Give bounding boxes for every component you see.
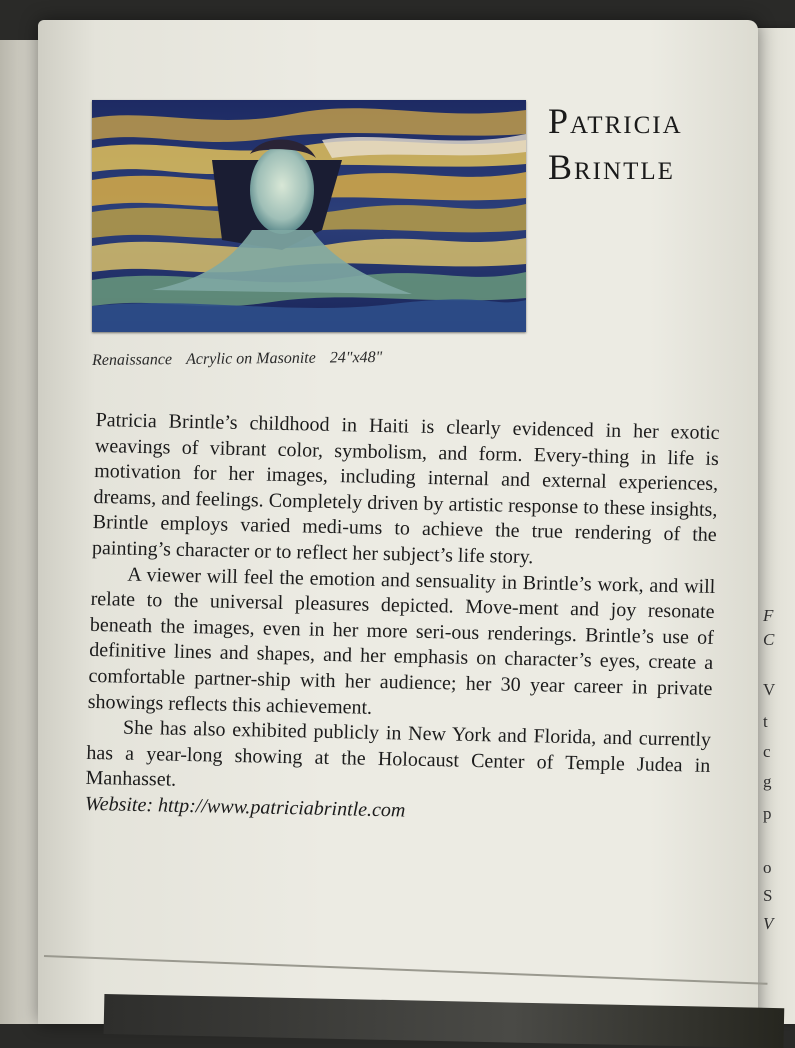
artwork-caption <box>92 349 382 370</box>
artist-first-name: Patricia <box>548 101 683 141</box>
artwork-title: Renaissance <box>92 351 173 369</box>
artist-name-heading <box>548 98 738 190</box>
next-image-strip <box>104 994 785 1048</box>
artwork-medium: Acrylic on Masonite <box>185 349 316 369</box>
artist-last-name: Brintle <box>548 147 675 187</box>
right-page-fragment: p <box>763 804 772 823</box>
website-link[interactable]: Website: http://www.patriciabrintle.com <box>84 792 406 822</box>
paragraph: A viewer will feel the emotion and sensuality in Brintle’s work, and will relate to the universal pleasures depicted. Move-ment and joy resonate beneath the images, even in her more seri-ous renderings. Brintle’s use of definitive lines and shapes, and her emphasis on character’s eyes, create a comfortable partner-ship with her audience; her 30 year career in private showings reflects this achievement. <box>87 563 716 719</box>
right-page-fragment: F <box>763 606 774 625</box>
right-page-fragment: V <box>763 914 774 933</box>
right-page-fragment: g <box>763 772 772 791</box>
page-divider-line <box>44 955 768 985</box>
article-body <box>85 408 720 830</box>
paragraph: She has also exhibited publicly in New York and Florida, and currently has a year-long showing at the Holocaust Center of Temple Judea in Manhasset. <box>85 716 712 792</box>
paragraph: Patricia Brintle’s childhood in Haiti is clearly evidenced in her exotic weavings of vibrant color, symbolism, and form. Every-thing in life is motivation for her images, including internal and external experiences, dreams, and feelings. Completely driven by artistic response to these insights, Brintle employs varied medi-ums to achieve the true rendering of the painting’s character or to reflect her subject’s life story. <box>91 408 720 569</box>
right-page-fragment: V <box>763 680 776 699</box>
right-page-fragment: o <box>763 858 772 877</box>
artwork-size: 24"x48" <box>329 348 383 367</box>
right-page-fragment: c <box>763 742 771 761</box>
right-page-fragment: t <box>763 712 768 731</box>
right-page-fragment: S <box>763 886 773 905</box>
artwork-image <box>92 100 526 332</box>
right-page-fragment: C <box>763 630 775 649</box>
